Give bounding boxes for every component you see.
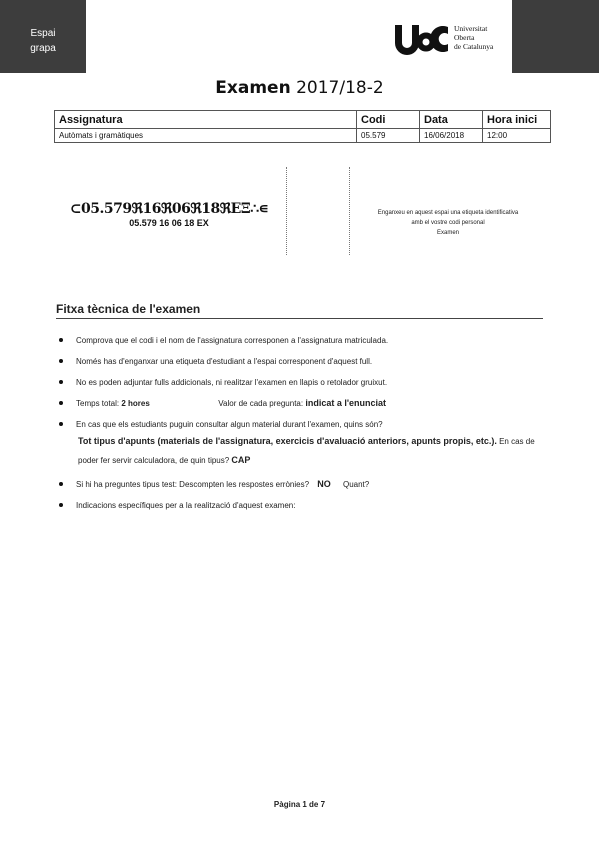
test-quantity-label: Quant? bbox=[342, 480, 370, 489]
list-item bbox=[57, 375, 547, 396]
list-item bbox=[57, 498, 547, 519]
section-title: Fitxa tècnica de l'examen bbox=[56, 302, 201, 316]
uoc-logo-mark bbox=[394, 25, 450, 55]
sticker-divider-left bbox=[286, 167, 287, 255]
cell-code: 05.579 bbox=[357, 129, 420, 143]
calculator-label: En cas de poder fer servir calculadora, de quin tipus? bbox=[78, 437, 535, 465]
uoc-logo bbox=[394, 23, 506, 65]
barcode: ⊂05.579ℜ16ℜ06ℜ18ℜEΞ∴∊ bbox=[69, 201, 269, 217]
bullet-icon bbox=[59, 422, 63, 426]
staple-area bbox=[0, 0, 86, 73]
exam-info-table bbox=[54, 110, 551, 143]
page-number: Pàgina 1 de 7 bbox=[273, 800, 326, 809]
bullet-icon bbox=[59, 503, 63, 507]
header-start-time: Hora inici bbox=[483, 111, 551, 129]
test-question-label: Si hi ha preguntes tipus test: Descompten les respostes errònies? bbox=[76, 480, 312, 489]
cell-subject: Autòmats i gramàtiques bbox=[55, 129, 357, 143]
instruction-text: Indicacions específiques per a la realització d'aquest examen: bbox=[76, 501, 296, 510]
exam-title-year: 2017/18-2 bbox=[290, 78, 384, 98]
table-header-row bbox=[55, 111, 551, 129]
header-date: Data bbox=[420, 111, 483, 129]
sticker-divider-right bbox=[349, 167, 350, 255]
sticker-note-line3: Examen bbox=[436, 230, 459, 236]
list-item bbox=[57, 417, 547, 477]
cell-date: 16/06/2018 bbox=[420, 129, 483, 143]
bullet-icon bbox=[59, 380, 63, 384]
exam-title-bold: Examen bbox=[215, 78, 291, 98]
list-item bbox=[57, 396, 547, 417]
table-row bbox=[55, 129, 551, 143]
sticker-note-line1: Enganxeu en aquest espai una etiqueta identificativa bbox=[377, 210, 519, 216]
instruction-text: Només has d'enganxar una etiqueta d'estudiant a l'espai corresponent d'aquest full. bbox=[76, 357, 373, 366]
header-subject: Assignatura bbox=[55, 111, 357, 129]
staple-area-line1: Espai bbox=[30, 28, 56, 39]
bullet-icon bbox=[59, 401, 63, 405]
question-value: indicat a l'enunciat bbox=[305, 398, 387, 408]
barcode-text: 05.579 16 06 18 EX bbox=[129, 218, 209, 228]
instructions-list bbox=[57, 333, 547, 519]
list-item bbox=[57, 354, 547, 375]
bullet-icon bbox=[59, 482, 63, 486]
logo-line-1: Universitat bbox=[454, 24, 488, 33]
time-label: Temps total: bbox=[76, 399, 122, 408]
test-penalty-answer: NO bbox=[317, 479, 331, 489]
question-value-label: Valor de cada pregunta: bbox=[218, 399, 304, 408]
exam-title bbox=[0, 78, 599, 98]
sticker-note-line2: amb el vostre codi personal bbox=[411, 220, 485, 226]
materials-question: En cas que els estudiants puguin consultar algun material durant l'examen, quins són? bbox=[76, 420, 383, 429]
instruction-text: Comprova que el codi i el nom de l'assignatura corresponen a l'assignatura matriculada. bbox=[76, 336, 389, 345]
instruction-text: No es poden adjuntar fulls addicionals, ni realitzar l'examen en llapis o retolador gruixut. bbox=[76, 378, 388, 387]
logo-line-2: Oberta bbox=[454, 33, 475, 42]
staple-area-line2: grapa bbox=[30, 43, 56, 54]
time-value: 2 hores bbox=[121, 399, 150, 408]
calculator-answer: CAP bbox=[231, 455, 251, 465]
bullet-icon bbox=[59, 359, 63, 363]
materials-answer-wrap bbox=[76, 432, 547, 470]
bullet-icon bbox=[59, 338, 63, 342]
logo-line-3: de Catalunya bbox=[454, 42, 494, 51]
section-divider bbox=[56, 318, 543, 319]
materials-answer: Tot tipus d'apunts (materials de l'assignatura, exercicis d'avaluació anteriors, apunts propis, etc.). bbox=[78, 436, 497, 446]
header-code: Codi bbox=[357, 111, 420, 129]
header-bar-right bbox=[512, 0, 599, 73]
list-item bbox=[57, 477, 547, 498]
cell-start-time: 12:00 bbox=[483, 129, 551, 143]
sticker-area-note bbox=[356, 208, 540, 238]
list-item bbox=[57, 333, 547, 354]
